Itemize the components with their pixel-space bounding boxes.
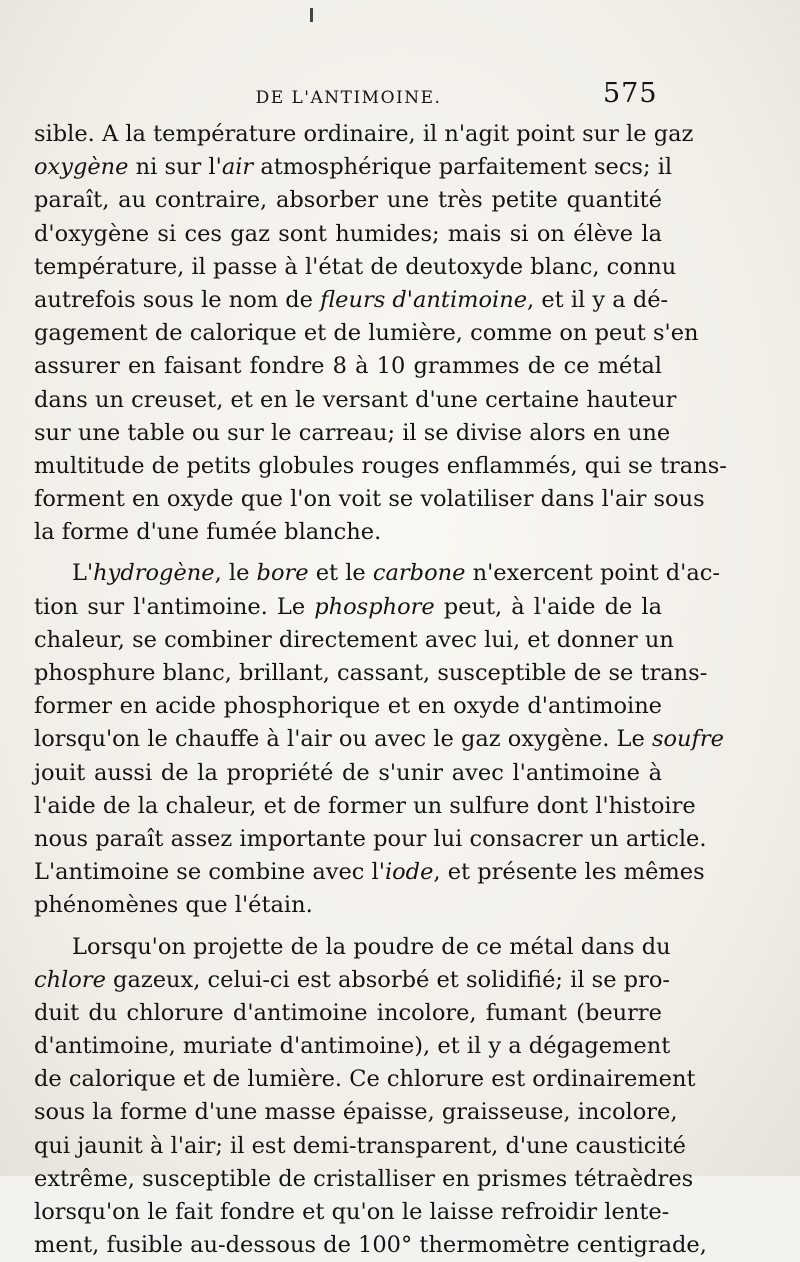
text-line: Lorsqu'on projette de la poudre de ce métal dans du [34, 931, 662, 964]
italic-term: bore [257, 560, 309, 586]
paragraph [34, 118, 662, 549]
text-line: paraît, au contraire, absorber une très petite quantité [34, 184, 662, 217]
italic-term: oxygène [34, 154, 128, 180]
text-line: jouit aussi de la propriété de s'unir avec l'antimoine à [34, 757, 662, 790]
text-line: qui jaunit à l'air; il est demi-transparent, d'une causticité [34, 1130, 662, 1163]
italic-term: fleurs d'antimoine [320, 287, 527, 313]
text-line: phosphure blanc, brillant, cassant, susceptible de se trans- [34, 657, 662, 690]
text-line: sous la forme d'une masse épaisse, graisseuse, incolore, [34, 1096, 662, 1129]
text-line: température, il passe à l'état de deutoxyde blanc, connu [34, 251, 662, 284]
text-line: assurer en faisant fondre 8 à 10 grammes de ce métal [34, 350, 662, 383]
text-line: d'antimoine, muriate d'antimoine), et il y a dégagement [34, 1030, 662, 1063]
text-line: de calorique et de lumière. Ce chlorure est ordinairement [34, 1063, 662, 1096]
text-line: extrême, susceptible de cristalliser en prismes tétraèdres [34, 1163, 662, 1196]
paragraph [34, 557, 662, 922]
italic-term: carbone [373, 560, 466, 586]
page-number: 575 [603, 78, 658, 109]
body-text [34, 118, 662, 1262]
text-line: oxygène ni sur l'air atmosphérique parfaitement secs; il [34, 151, 662, 184]
text-line: l'aide de la chaleur, et de former un sulfure dont l'histoire [34, 790, 662, 823]
text-line: forment en oxyde que l'on voit se volatiliser dans l'air sous [34, 483, 662, 516]
italic-term: chlore [34, 967, 106, 993]
text-line: sible. A la température ordinaire, il n'agit point sur le gaz [34, 118, 662, 151]
text-line: nous paraît assez importante pour lui consacrer un article. [34, 823, 662, 856]
text-line: chaleur, se combiner directement avec lui, et donner un [34, 624, 662, 657]
text-line: multitude de petits globules rouges enflammés, qui se trans- [34, 450, 662, 483]
italic-term: iode [385, 859, 433, 885]
running-title: DE L'ANTIMOINE. [42, 88, 655, 108]
paragraph [34, 931, 662, 1262]
italic-term: phosphore [314, 594, 435, 620]
text-line: lorsqu'on le fait fondre et qu'on le laisse refroidir lente- [34, 1196, 662, 1229]
text-line: gagement de calorique et de lumière, comme on peut s'en [34, 317, 662, 350]
text-line: chlore gazeux, celui-ci est absorbé et solidifié; il se pro- [34, 964, 662, 997]
text-line: L'antimoine se combine avec l'iode, et présente les mêmes [34, 856, 662, 889]
text-line: duit du chlorure d'antimoine incolore, fumant (beurre [34, 997, 662, 1030]
text-line: d'oxygène si ces gaz sont humides; mais si on élève la [34, 218, 662, 251]
text-line: lorsqu'on le chauffe à l'air ou avec le gaz oxygène. Le soufre [34, 723, 662, 756]
text-line: L'hydrogène, le bore et le carbone n'exercent point d'ac- [34, 557, 662, 590]
italic-term: soufre [652, 726, 724, 752]
running-head [42, 84, 655, 114]
text-line: phénomènes que l'étain. [34, 889, 662, 922]
text-line: la forme d'une fumée blanche. [34, 516, 662, 549]
italic-term: air [222, 154, 253, 180]
text-line: tion sur l'antimoine. Le phosphore peut, à l'aide de la [34, 591, 662, 624]
text-line: autrefois sous le nom de fleurs d'antimoine, et il y a dé- [34, 284, 662, 317]
text-line: dans un creuset, et en le versant d'une certaine hauteur [34, 384, 662, 417]
print-mark [310, 8, 313, 22]
italic-term: hydrogène [93, 560, 214, 586]
text-line: ment, fusible au-dessous de 100° thermomètre centigrade, [34, 1229, 662, 1262]
text-line: sur une table ou sur le carreau; il se divise alors en une [34, 417, 662, 450]
text-line: former en acide phosphorique et en oxyde d'antimoine [34, 690, 662, 723]
